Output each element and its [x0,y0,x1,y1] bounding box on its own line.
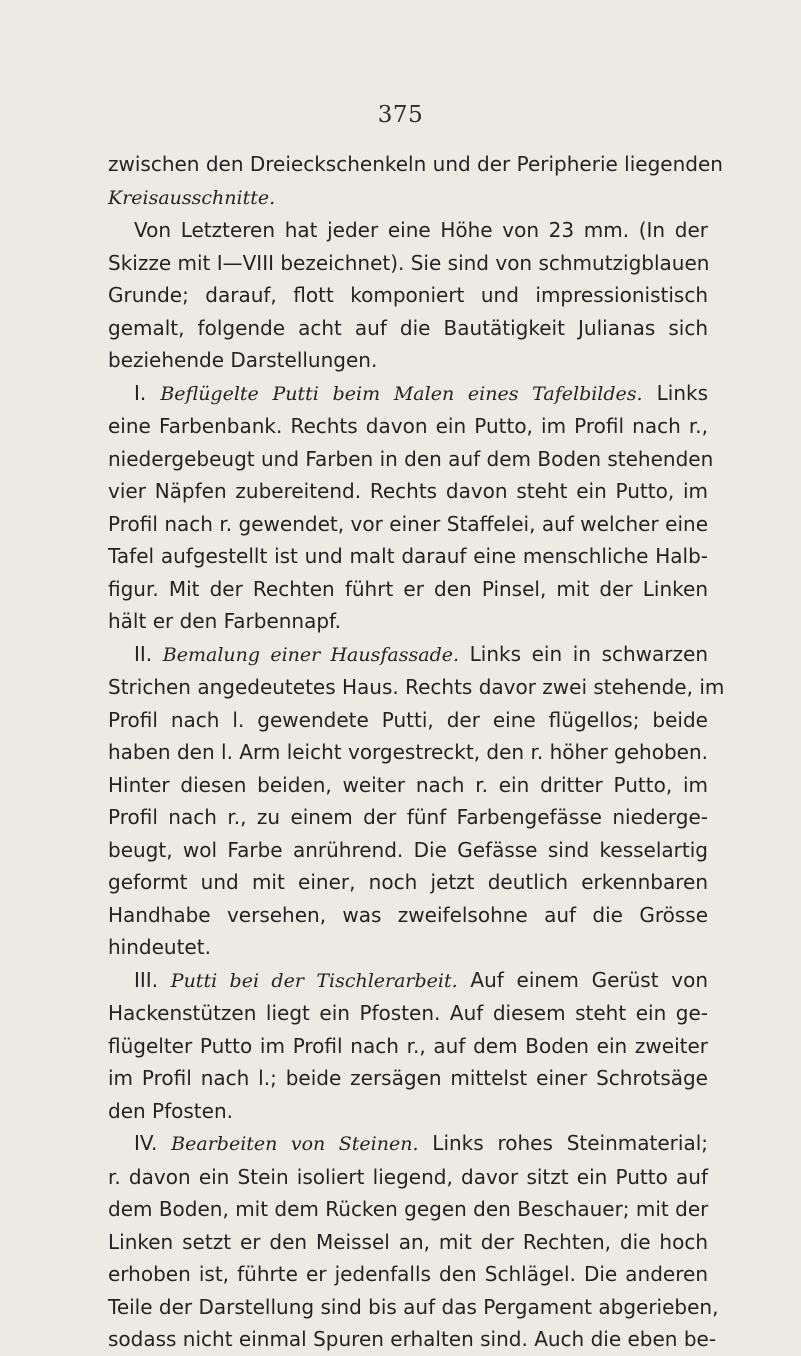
text-line [108,605,708,638]
text-line [108,931,708,964]
text-line [108,997,708,1030]
text-run: I. [134,380,161,405]
text-run: Links rohes Steinmaterial; [418,1131,708,1155]
text-line [108,573,708,606]
body-text [108,148,725,1356]
text-line [108,1030,708,1063]
text-line [108,508,708,541]
text-run: beugt, wol Farbe anrührend. Die Gefässe sind kesselartig [108,837,708,862]
text-run: Auf einem Gerüst von [457,967,708,992]
paragraph [108,148,723,214]
text-line [108,801,708,834]
text-line [108,704,708,737]
text-line [108,638,708,672]
text-line [108,769,708,802]
text-run: niedergebeugt und Farben in den auf dem Boden stehenden [108,446,714,471]
text-line [108,247,708,280]
italic-title: Bemalung einer Hausfassade. [162,643,460,666]
text-run: Tafel aufgestellt ist und malt darauf eine menschliche Halb- [108,544,708,568]
text-line [108,1095,708,1128]
text-run: eine Farbenbank. Rechts davon ein Putto, im Profil nach r., [108,414,708,438]
text-run: Hinter diesen beiden, weiter nach r. ein dritter Putto, im [108,772,708,797]
text-run: Skizze mit I—VIII bezeichnet). Sie sind von schmutzigblauen [108,250,710,275]
text-run: geformt und mit einer, noch jetzt deutlich erkennbaren [108,870,708,894]
text-line [108,214,708,247]
paragraph [108,1127,719,1356]
paragraph [108,638,725,964]
text-run: zwischen den Dreieckschenkeln und der Peripherie liegenden [108,152,723,176]
text-line [108,899,708,932]
text-run: II. [134,641,163,666]
text-run: Profil nach r., zu einem der fünf Farbengefässe niederge- [108,805,708,829]
text-line [108,671,725,704]
text-line [108,410,708,443]
text-run: Teile der Darstellung sind bis auf das Pergament abgerieben, [108,1294,719,1319]
page-number: 375 [377,102,424,128]
italic-title: Kreisausschnitte. [108,186,276,209]
text-run: Profil nach l. gewendete Putti, der eine flügellos; beide [108,707,708,732]
text-line [108,1291,719,1324]
text-run: vier Näpfen zubereitend. Rechts davon steht ein Putto, im [108,479,708,503]
text-run: sodass nicht einmal Spuren erhalten sind. Auch die eben be- [108,1327,717,1351]
text-run: Strichen angedeutetes Haus. Rechts davor zwei stehende, im [108,675,725,699]
text-run: flügelter Putto im Profil nach r., auf dem Boden ein zweiter [108,1033,708,1058]
text-line [108,736,708,769]
paragraph [108,377,714,638]
text-run: hindeutet. [108,935,211,959]
text-run: IV. [134,1131,172,1155]
text-run: Links [642,380,708,405]
italic-title: Bearbeiten von Steinen. [171,1133,419,1155]
text-line [108,1193,708,1226]
text-line [108,1127,708,1161]
text-line [108,540,708,573]
text-run: im Profil nach l.; beide zersägen mittelst einer Schrotsäge [108,1066,708,1090]
text-run: Von Letzteren hat jeder eine Höhe von 23 mm. (In der [134,218,708,242]
text-line [108,148,723,181]
italic-title: Beflügelte Putti beim Malen eines Tafelbildes. [160,382,643,405]
text-run: Links ein in schwarzen [459,641,708,666]
text-run: Profil nach r. gewendet, vor einer Staffelei, auf welcher eine [108,511,708,536]
text-run: erhoben ist, führte er jedenfalls den Schlägel. Die anderen [108,1262,708,1286]
text-line [108,1161,708,1194]
text-run: III. [134,967,171,992]
paragraph [108,964,708,1128]
text-line [108,1226,708,1259]
text-run: r. davon ein Stein isoliert liegend, davor sitzt ein Putto auf [108,1164,708,1189]
text-line [108,964,708,998]
text-line [108,344,708,377]
text-line [108,312,708,345]
text-line [108,866,708,899]
text-line [108,475,708,508]
text-run: haben den l. Arm leicht vorgestreckt, den r. höher gehoben. [108,740,708,764]
paragraph [108,214,708,377]
text-line [108,443,714,476]
text-line [108,1062,708,1095]
text-run: Hackenstützen liegt ein Pfosten. Auf diesem steht ein ge- [108,1001,708,1025]
text-run: gemalt, folgende acht auf die Bautätigkeit Julianas sich [108,315,708,340]
italic-title: Putti bei der Tischlerarbeit. [170,969,458,992]
text-line [108,279,708,312]
text-run: hält er den Farbennapf. [108,609,341,633]
text-run: Grunde; darauf, flott komponiert und impressionistisch [108,283,708,307]
text-line [108,1258,708,1291]
text-run: dem Boden, mit dem Rücken gegen den Beschauer; mit der [108,1197,709,1221]
text-run: figur. Mit der Rechten führt er den Pinsel, mit der Linken [108,576,708,601]
text-run: Linken setzt er den Meissel an, mit der Rechten, die hoch [108,1229,708,1254]
text-run: den Pfosten. [108,1098,233,1123]
text-line [108,181,708,215]
text-line [108,1323,717,1356]
text-run: beziehende Darstellungen. [108,348,378,372]
text-line [108,834,708,867]
text-line [108,377,708,411]
text-run: Handhabe versehen, was zweifelsohne auf die Grösse [108,902,708,927]
